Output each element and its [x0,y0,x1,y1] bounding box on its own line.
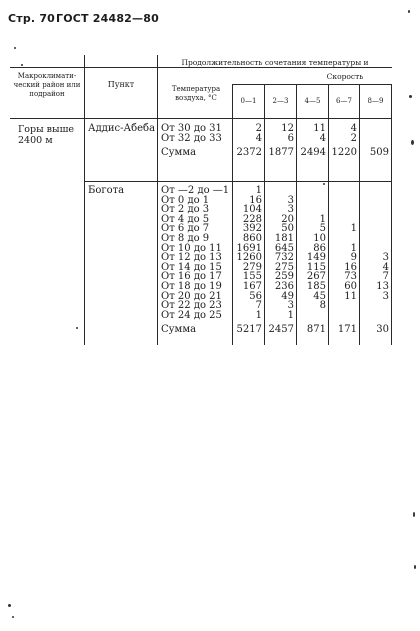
scan-speck [8,604,11,607]
speed-col-header: 2—3 [272,97,289,105]
temperature-range: От 10 до 11 [161,242,222,254]
table-cell: 1 [255,309,262,321]
scan-speck [414,565,416,569]
temperature-range: От 32 до 33 [161,132,222,144]
table-cell: 50 [281,223,294,235]
scan-speck [409,95,412,98]
speed-group-header: Скорость [326,72,364,81]
sum-cell: 2372 [236,147,262,159]
scan-speck [413,512,415,517]
scan-speck [12,616,14,618]
table-cell: 104 [242,204,262,216]
sum-cell: 5217 [236,324,262,336]
table-cell: 1 [350,223,357,235]
speed-header-border [232,84,392,85]
table-cell: 16 [344,261,357,273]
sum-cell: 171 [337,324,357,336]
scan-speck [323,183,325,185]
page-number: Стр. 70 [8,12,56,25]
table-cell: 4 [350,123,357,134]
table-cell: 8 [319,300,326,312]
sum-cell: 1877 [268,147,294,159]
temperature-range: От 8 до 9 [161,233,210,244]
table-cell: 5 [319,223,326,235]
table-cell: 167 [242,281,262,292]
table-cell: 45 [313,290,326,302]
temperature-range: От —2 до —1 [161,185,230,196]
table-cell: 13 [376,281,389,292]
table-cell: 9 [350,252,357,264]
temperature-range: От 16 до 17 [161,271,222,283]
speed-col-header: 0—1 [240,97,257,105]
point-column-header: Пункт [107,80,135,89]
table-cell: 11 [344,290,357,302]
standard-code: ГОСТ 24482—80 [56,12,159,25]
table-cell: 3 [287,300,294,312]
table-cell: 279 [242,261,262,273]
group-header: Продолжительность сочетания температуры и [181,58,369,67]
table-cell: 228 [242,213,262,225]
table-cell: 2 [350,132,357,144]
header-bottom-border [10,118,392,119]
temperature-range: От 18 до 19 [161,281,222,292]
table-cell: 12 [281,123,294,134]
col-divider [84,55,85,345]
temperature-range: От 4 до 5 [161,213,210,225]
temperature-range: От 0 до 1 [161,194,210,206]
sum-cell: 30 [376,324,389,336]
temperature-range: От 20 до 21 [161,290,222,302]
table-cell: 860 [242,233,262,244]
sum-cell: 1220 [331,147,357,159]
scan-speck [408,10,410,13]
table-cell: 16 [249,194,262,206]
table-cell: 2 [255,123,262,134]
temperature-range: От 14 до 15 [161,261,222,273]
table-cell: 267 [306,271,326,283]
table-cell: 1 [287,309,294,321]
sum-label: Сумма [161,324,197,336]
table-cell: 4 [382,261,389,273]
col-divider [157,55,158,345]
table-cell: 73 [344,271,357,283]
scan-speck [21,64,23,66]
temperature-range: От 24 до 25 [161,309,222,321]
table-cell: 56 [249,290,262,302]
table-cell: 259 [274,271,294,283]
temperature-range: От 6 до 7 [161,223,210,235]
table-cell: 275 [274,261,294,273]
table-cell: 392 [242,223,262,235]
table-cell: 4 [255,132,262,144]
table-cell: 236 [274,281,294,292]
table-cell: 11 [313,123,326,134]
station-name: Аддис-Абеба [88,123,156,134]
table-cell: 3 [382,290,389,302]
table-cell: 6 [287,132,294,144]
scan-speck [76,327,78,329]
scan-speck [411,140,414,145]
table-cell: 645 [274,242,294,254]
region-column-header: Макроклимати-ческий район или подрайон [13,72,81,98]
table-cell: 7 [382,271,389,283]
sum-cell: 2494 [300,147,326,159]
table-cell: 732 [274,252,294,264]
table-cell: 149 [306,252,326,264]
table-cell: 1 [319,213,326,225]
temperature-range: От 12 до 13 [161,252,222,264]
scan-speck [14,47,16,49]
sum-cell: 871 [306,324,326,336]
table-cell: 1 [255,185,262,196]
table-cell: 181 [274,233,294,244]
sum-cell: 509 [369,147,389,159]
table-cell: 115 [306,261,326,273]
station-name: Богота [88,185,125,196]
table-cell: 4 [319,132,326,144]
table-cell: 1691 [236,242,262,254]
speed-col-header: 4—5 [304,97,321,105]
temperature-range: От 22 до 23 [161,300,222,312]
temperature-column-header: Температура воздуха, °С [171,85,221,102]
speed-col-header: 8—9 [367,97,384,105]
table-cell: 20 [281,213,294,225]
speed-col-header: 6—7 [336,97,352,105]
col-divider [391,84,392,345]
table-cell: 1 [350,242,357,254]
table-cell: 10 [313,233,326,244]
table-cell: 86 [313,242,326,254]
region-name: Горы выше 2400 м [18,124,75,146]
col-divider [359,84,360,345]
table-cell: 3 [382,252,389,264]
table-cell: 49 [281,290,294,302]
table-cell: 1260 [236,252,262,264]
table-top-border [10,67,392,68]
sum-label: Сумма [161,147,197,159]
table-cell: 3 [287,204,294,216]
station-separator [84,181,392,182]
temperature-range: От 2 до 3 [161,204,210,216]
table-cell: 155 [242,271,262,283]
table-cell: 7 [255,300,262,312]
table-cell: 60 [344,281,357,292]
table-cell: 185 [306,281,326,292]
temperature-range: От 30 до 31 [161,123,222,134]
sum-cell: 2457 [268,324,294,336]
table-cell: 3 [287,194,294,206]
